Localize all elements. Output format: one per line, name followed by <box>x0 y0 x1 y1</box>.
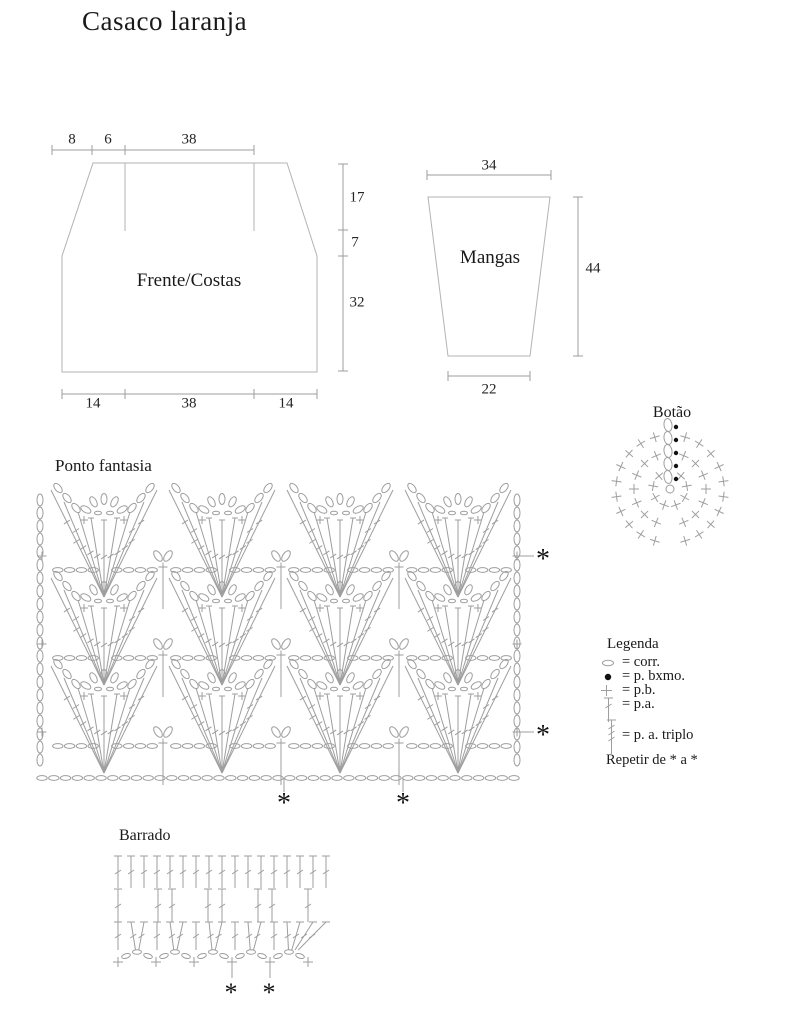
front-dim-right-32: 32 <box>349 294 365 311</box>
front-dim-bottom-14a: 14 <box>85 395 101 412</box>
front-dim-bottom-14b: 14 <box>278 395 294 412</box>
legend-item-triple-treble: = p. a. triplo <box>622 727 694 743</box>
legend-item-single-crochet: = p.b. <box>622 682 656 698</box>
border-chart-title: Barrado <box>119 827 171 844</box>
legend-title: Legenda <box>607 636 659 652</box>
repeat-marker-asterisk-border-2: * <box>262 978 276 1007</box>
legend-item-double-crochet: = p.a. <box>622 696 655 712</box>
legend-repeat-note: Repetir de * a * <box>606 752 698 768</box>
slip-stitch-symbol-icon <box>603 672 613 682</box>
repeat-marker-asterisk-border-1: * <box>224 978 238 1007</box>
sleeve-dim-right: 44 <box>585 260 601 277</box>
sleeve-schematic-drawing <box>427 170 583 381</box>
repeat-marker-asterisk-right-2: * <box>536 720 550 751</box>
front-dim-top-6: 6 <box>104 131 112 148</box>
page-title: Casaco laranja <box>82 6 248 36</box>
sleeve-piece-label: Mangas <box>459 247 521 268</box>
legend-item-chain: = corr. <box>622 654 660 670</box>
sleeve-dim-top: 34 <box>481 157 497 174</box>
border-chart-drawing <box>113 856 330 978</box>
sleeve-dim-bottom: 22 <box>481 381 497 398</box>
repeat-marker-asterisk-right-1: * <box>536 544 550 575</box>
repeat-marker-asterisk-bottom-2: * <box>396 788 410 819</box>
front-dim-right-17: 17 <box>349 189 365 206</box>
button-diagram-title: Botão <box>652 404 692 421</box>
chain-symbol-icon <box>600 658 616 668</box>
button-motif-drawing <box>612 418 729 546</box>
front-dim-bottom-38: 38 <box>181 395 197 412</box>
front-dim-top-38: 38 <box>181 131 197 148</box>
front-dim-right-7: 7 <box>351 234 359 251</box>
triple-treble-symbol-icon <box>605 718 618 756</box>
front-dim-top-8: 8 <box>68 131 76 148</box>
legend-item-slip-stitch: = p. bxmo. <box>622 668 685 684</box>
fancy-stitch-title: Ponto fantasia <box>55 456 152 475</box>
fancy-stitch-chart-drawing <box>37 482 534 792</box>
repeat-marker-asterisk-bottom-1: * <box>277 788 291 819</box>
front-piece-label: Frente/Costas <box>136 270 242 291</box>
